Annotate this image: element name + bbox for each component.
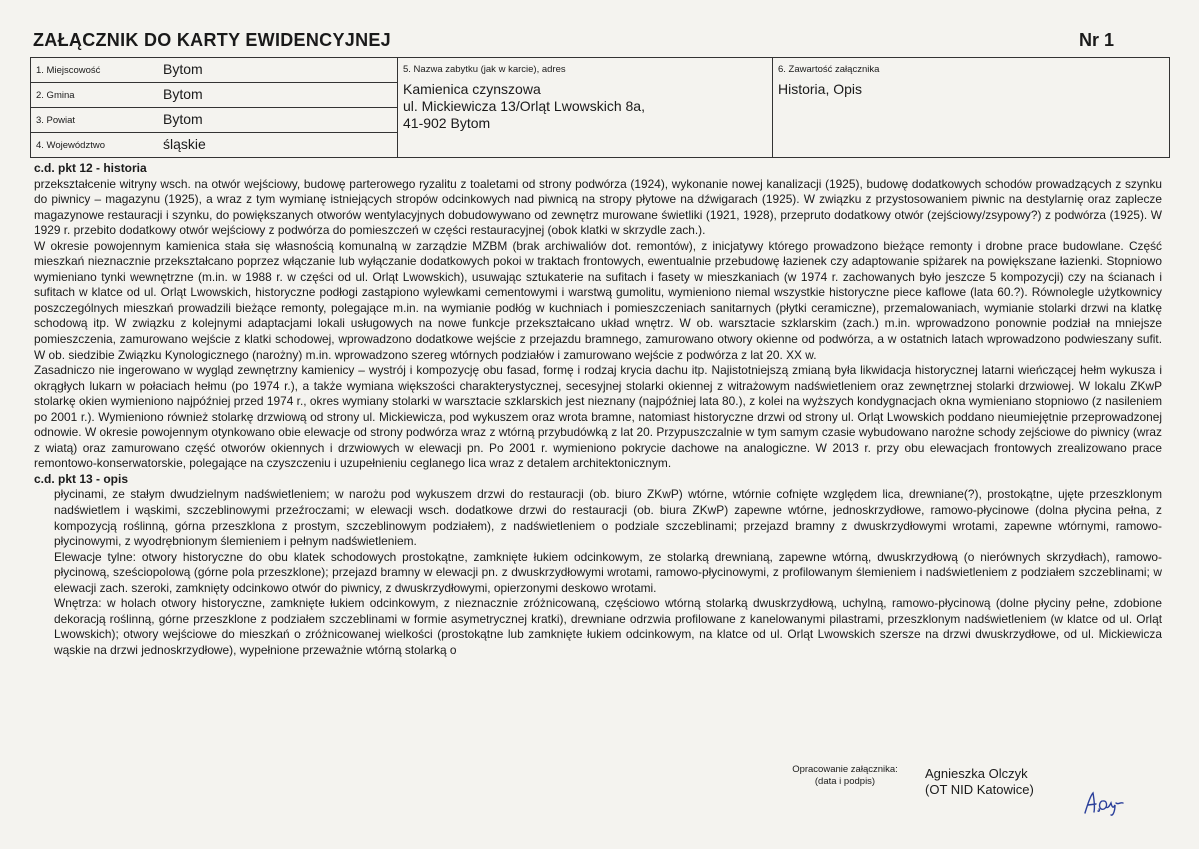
section-heading-description: c.d. pkt 13 - opis [34, 471, 129, 486]
author-block [925, 766, 1034, 798]
contents-label: 6. Zawartość załącznika [778, 64, 880, 75]
field-label: 3. Powiat [36, 115, 76, 126]
history-paragraph: Zasadniczo nie ingerowano w wygląd zewnętrzny kamienicy – wystrój i kompozycję obu fasad, formę i rodzaj krycia dachu itp. Najistotniejszą zmianą była likwidacja historycznej latarni wieńczącej hełm wykusza i okrągłych lukarn w połaciach hełmu (po 1974 r.), a także wymiana większości charakterystycznej, secesyjnej stolarki okiennej z witrażowym nadświetleniem oraz zewnętrznej stolarki drzwiowej. W lokalu ZKwP stolarkę okien wymieniono najpóźniej przed 1974 r., okres wymiany stolarki w warsztacie szklarskich jest nieznany (najpóźniej lata 80.), z kolei na wyższych kondygnacjach okna wymieniano stopniowo (z nasileniem po 2001 r.). Wymieniono również stolarkę drzwiową od strony ul. Mickiewicza, pod wykuszem oraz wrota bramne, natomiast historyczne drzwi od strony ul. Orląt Lwowskich poddano nieumiejętnie przeprowadzonej odnowie. W okresie powojennym otynkowano obie elewacje od strony podwórza wraz z wtórną przybudówką z lat 20. Przypuszczalnie w tym samym czasie wybudowano narożne schody zejściowe do piwnicy (wraz z wiatą) oraz zamurowano część otworów okiennych i drzwiowych w elewacji pn. Po 2001 r. wymieniono pokrycie dachowe na analogiczne. W 2013 r. przy obu elewacjach frontowych zrealizowano prace remontowo-konserwatorskie, polegające na czyszczeniu i uzupełnieniu ceglanego lica wraz z detalem architektonicznym. [34, 363, 1162, 471]
description-paragraph: Wnętrza: w holach otwory historyczne, zamknięte łukiem odcinkowym, z nieznacznie zróżnicowaną, częściowo wtórną stolarką dwuskrzydłową, uchylną, ramowo-płycinową (dolne płyciny pełne, zdobione dekoracją roślinną, górne przeszklone z podziałem szczeblinami w formie asymetrycznej kratki), drewniane odrzwia profilowane z kanelowanymi pilastrami, przeszklonym nadświetleniem (w klatce od ul. Orląt Lwowskich); otwory wejściowe do mieszkań o zróżnicowanej wielkości (prostokątne lub zamknięte łukiem odcinkowym, na klatce od ul. Orląt Lwowskich szersze na drzwi dwuskrzydłowe, od ul. Mickiewicza wąskie na drzwi jednoskrzydłowe), wypełnione przeważnie wtórną stolarką o [54, 596, 1162, 657]
monument-name-address [403, 81, 645, 132]
field-row-voivodeship [31, 133, 397, 158]
description-paragraph: płycinami, ze stałym dwudzielnym nadświetleniem; w narożu pod wykuszem drzwi do restauracji (ob. biuro ZKwP) wtórne, wtórnie cofnięte względem lica, drewniane(?), prostokątne, ujęte przeszklonym nadświetlem i wąskimi, szczeblinowymi przeźroczami; w elewacji wsch. dodatkowe drzwi do restauracji (ob. biura ZKwP) zapewne wtórne, jednoskrzydłowe, ramowo-płycinowe (dolna płycina pełna, z kompozycją roślinną, górna przeszklona z prostym, szczeblinowym podziałem), z nadświetleniem o podziale szczeblinami; przejazd bramny z dwuskrzydłowymi wrotami, zapewne wtórnymi, ramowo-płycinowymi, z wyodrębnionym ślemieniem i pełnym nadświetleniem. [54, 487, 1162, 549]
field-row-locality [31, 58, 397, 83]
contents-value: Historia, Opis [778, 81, 863, 97]
field-row-county [31, 108, 397, 133]
document-sheet [30, 22, 1170, 797]
field-label: 2. Gmina [36, 90, 75, 101]
monument-label: 5. Nazwa zabytku (jak w karcie), adres [403, 64, 566, 75]
author-name: Agnieszka Olczyk [925, 766, 1028, 781]
field-value: Bytom [163, 111, 203, 127]
prepared-by-label-line: (data i podpis) [814, 776, 876, 787]
document-title: ZAŁĄCZNIK DO KARTY EWIDENCYJNEJ [33, 30, 391, 50]
contents-column [773, 58, 1169, 157]
field-value: śląskie [163, 136, 206, 152]
description-paragraph: Elewacje tylne: otwory historyczne do obu klatek schodowych prostokątne, zamknięte łukiem odcinkowym, ze stolarką drewnianą, zapewne wtórną, dwuskrzydłową (o nierównych skrzydłach), ramowo-płycinową, sześciopolową (górne pola przeszklone); przejazd bramny w elewacji pn. z dwuskrzydłowymi wrotami, ramowo-płycinowymi, z profilowanym ślemieniem i nadświetleniem z podziałem szczeblinami; w elewacji zach. szeroki, zamknięty odcinkowo otwór do piwnicy, z dwuskrzydłowymi, opierzonymi deskowo wrotami. [54, 549, 1162, 595]
field-label: 4. Województwo [36, 140, 105, 151]
monument-line: 41-902 Bytom [403, 115, 491, 131]
section-heading-history: c.d. pkt 12 - historia [34, 161, 147, 175]
monument-column [398, 58, 773, 157]
history-paragraph: W okresie powojennym kamienica stała się własnością komunalną w zarządzie MZBM (brak archiwaliów dot. remontów), z inicjatywy którego prowadzono bieżące remonty i drobne prace budowlane. Część mieszkań nieznacznie przekształcano poprzez włączanie lub wyłączanie dodatkowych pokoi w traktach frontowych, ewentualnie przebudowę łazienek czy adaptowanie spiżarek na powiększane łazienki. Stopniowo wymieniano tynki wewnętrzne (m.in. w 1988 r. w części od ul. Orląt Lwowskich), usuwając sztukaterie na sufitach i fasety w mieszkaniach (w 1974 r. zachowanych było jeszcze 5 kompozycji) czy na ścianach i sufitach w klatce od ul. Orląt Lwowskich, historyczne podłogi zastąpiono wylewkami cementowymi i warstwą gumolitu, wymieniono niemal wszystkie historyczne piece kaflowe (lata 60.?). Równolegle użytkownicy poszczególnych mieszkań prowadzili bieżące remonty, polegające m.in. na wymianie podłóg w kuchniach i pomieszczeniach sanitarnych (płytki ceramiczne), przemalowaniach, wymianie stolarki drzwi na klatkę schodową itp. W związku z kolejnymi adaptacjami lokali usługowych na nowe funkcje przekształcano układ wnętrz. W ob. warsztacie szklarskim (zach.) m.in. wprowadzono ponownie podział na mniejsze pomieszczenia, zamurowano wejście z klatki schodowej, wprowadzono dodatkowe wejście z przejazdu bramnego, zamurowano otwory okienne od podwórza, a w ostatnich latach wprowadzono podwieszany sufit. W ob. siedzibie Związku Kynologicznego (narożny) m.in. wprowadzono szereg wtórnych podziałów i zamurowano wejście z podwórza z lat 20. XX w. [34, 238, 1162, 362]
field-label: 1. Miejscowość [36, 65, 101, 76]
header-table [30, 57, 1170, 158]
history-paragraph: przekształcenie witryny wsch. na otwór wejściowy, budowę parterowego ryzalitu z toaletami od strony podwórza (1924), wykonanie nowej kanalizacji (1925), budowę dodatkowych schodów prowadzących z szynku do piwnicy – magazynu (1925), a wraz z tym wymianę istniejących stropów odcinkowych nad piwnicą na stropy płytowe na dźwigarach (1925). W związku z przystosowaniem piwnic na destylarnię oraz zaplecze magazynowe restauracji i szynku, do powiększanych otworów wentylacyjnych dobudowywano od zewnętrz murowane świetliki (1921, 1928), przepruto dodatkowy otwór (zejściowy/zsypowy?) z podwórza (1925). W 1929 r. przebito dodatkowy otwór wejściowy z podwórza do pomieszczeń w części restauracyjnej (obok klatki w skrzydle zach.). [34, 176, 1162, 238]
field-row-municipality [31, 83, 397, 108]
field-value: Bytom [163, 61, 203, 77]
field-value: Bytom [163, 86, 203, 102]
monument-line: ul. Mickiewicza 13/Orląt Lwowskich 8a, [403, 98, 645, 114]
author-institution: (OT NID Katowice) [925, 782, 1034, 797]
location-column [31, 58, 398, 157]
handwritten-signature [1082, 785, 1127, 819]
prepared-by-label [775, 764, 915, 788]
monument-line: Kamienica czynszowa [403, 81, 541, 97]
attachment-number: Nr 1 [1078, 30, 1114, 50]
document-body [34, 161, 1162, 659]
prepared-by-label-line: Opracowanie załącznika: [792, 764, 898, 775]
